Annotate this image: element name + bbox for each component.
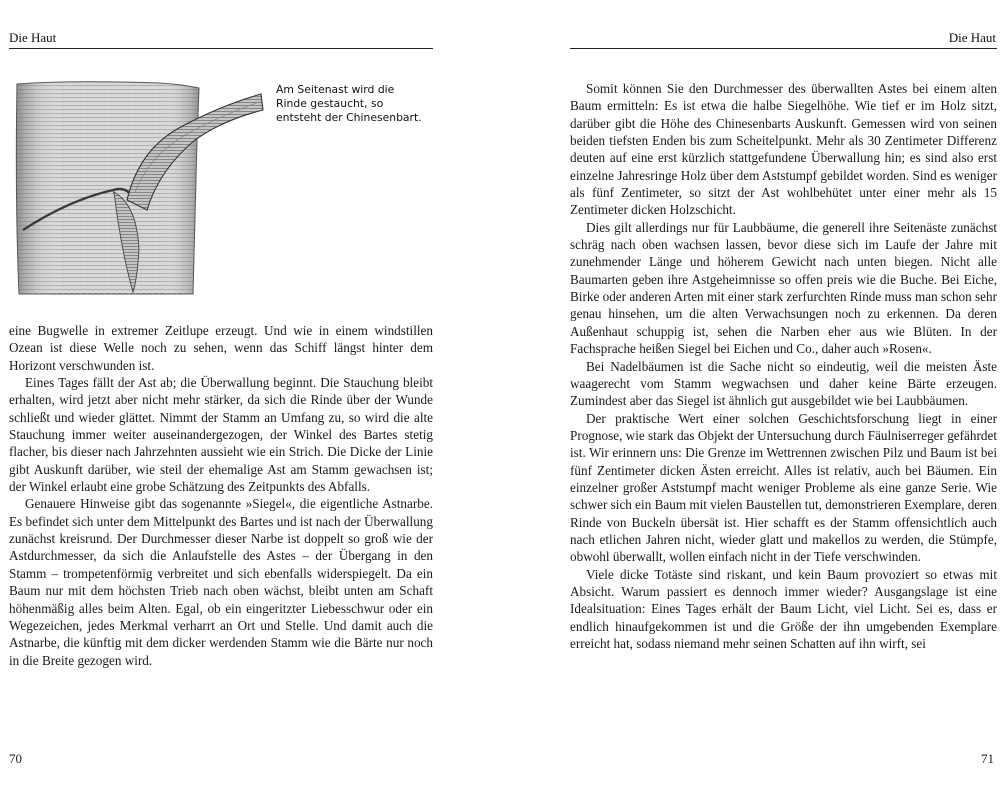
paragraph: Der praktische Wert einer solchen Geschichtsforschung liegt in einer Prognose, wie stark das Objekt der Untersuchung durch Fäulniserreger gefährdet ist. Wir erinnern uns: Die Grenze im Wettrennen zwischen Pilz und Baum ist bei fünf Zentimeter dicken Ästen erreicht. Alles ist relativ, auch bei Bäumen. Ein einzelner großer Aststumpf macht weniger Probleme als eine ganze Serie. Wie schwer sich ein Baum mit vielen Baustellen tut, demonstrieren Exemplare, deren Rinde von Buckeln übersät ist. Hier schafft es der Stamm offensichtlich auch nach etlichen Jahren nicht, wieder glatt und makellos zu werden, die Stümpfe, obwohl überwallt, wollen einfach nicht in der Tiefe verschwinden.	[570, 410, 997, 565]
running-head-right: Die Haut	[948, 30, 996, 45]
figure-caption: Am Seitenast wird die Rinde gestaucht, so entsteht der Chinesenbart.	[276, 83, 422, 124]
paragraph: Viele dicke Totäste sind riskant, und kein Baum provoziert so etwas mit Absicht. Warum passiert es dennoch immer wieder? Ausgangslage ist eine Idealsituation: Eines Tages erhält der Baum Licht, viel Licht. Sei es, dass er endlich hinaufgekommen ist und die Größe der ihn umgebenden Exemplare erreicht hat, sodass niemand mehr seinen Schatten auf ihn wirft, sei	[570, 566, 997, 651]
right-body-text	[570, 80, 997, 652]
header-rule-right	[570, 48, 997, 49]
page-number-left: 70	[9, 751, 22, 766]
header-rule-left	[9, 48, 433, 49]
bark-drawing-icon	[9, 80, 265, 298]
paragraph: Dies gilt allerdings nur für Laubbäume, die generell ihre Seitenäste zunächst schräg nach oben wachsen lassen, bevor diese sich im Laufe der Jahre mit zunehmender Länge und höherem Gewicht nach unten biegen. Nicht alle Baumarten geben ihre Astgeheimnisse so offen preis wie die Buche. Bei Eiche, Birke oder anderen Arten mit einer stark zerfurchten Rinde muss man schon sehr genau hinsehen, um die alten Verwachsungen noch zu erkennen. Da deren Außenhaut schuppig ist, sehen die Narben eher aus wie Blüten. In der Fachsprache heißen Siegel bei Eichen und Co., daher auch »Rosen«.	[570, 219, 997, 357]
running-head-left: Die Haut	[9, 30, 57, 45]
left-body-text	[9, 322, 433, 669]
paragraph: Genauere Hinweise gibt das sogenannte »Siegel«, die eigentliche Astnarbe. Es befindet sich unter dem Mittelpunkt des Bartes und ist nach der Überwallung zunächst kreisrund. Der Durchmesser dieser Narbe ist doppelt so groß wie der Astdurchmesser, da sich die Anlaufstelle des Astes – der Übergang in den Stamm – trompetenförmig verbreitet und sich ebenfalls widerspiegelt. Da ein Baum nur mit dem höchsten Trieb nach oben wächst, bleibt unten am Schaft höhenmäßig alles beim Alten. Egal, ob ein eingeritzter Liebesschwur oder ein Wegezeichen, jedes Merkmal verharrt an Ort und Stelle. Und damit auch die Astnarbe, die künftig mit dem dicker werdenden Stamm wie die Bärte nur noch in die Breite gezogen wird.	[9, 496, 433, 668]
paragraph: Bei Nadelbäumen ist die Sache nicht so eindeutig, weil die meisten Äste waagerecht vom Stamm wegwachsen und daher keine Bärte erzeugen. Zumindest aber das Siegel ist ähnlich gut ausgebildet wie bei Laubbäumen.	[570, 358, 997, 409]
page-number-right: 71	[981, 751, 994, 766]
paragraph: eine Bugwelle in extremer Zeitlupe erzeugt. Und wie in einem windstillen Ozean ist diese Welle noch zu sehen, wenn das Schiff längst hinter dem Horizont verschwunden ist.	[9, 323, 433, 373]
paragraph: Eines Tages fällt der Ast ab; die Überwallung beginnt. Die Stauchung bleibt erhalten, wird jetzt aber nicht mehr stärker, da sich die Rinde über der Wunde schließt und wieder glättet. Nimmt der Stamm an Umfang zu, so wird die alte Stauchung immer weiter auseinandergezogen, der Winkel des Bartes stetig flacher, bis dieser nach Jahrzehnten aussieht wie ein Strich. Die Dicke der Linie gibt Auskunft darüber, wie steil der ehemalige Ast am Stamm gewachsen ist; der Winkel erlaubt eine grobe Schätzung des Zeitpunkts des Abfalls.	[9, 375, 433, 495]
tree-bark-branch-illustration	[9, 80, 265, 298]
paragraph: Somit können Sie den Durchmesser des überwallten Astes bei einem alten Baum ermitteln: Es ist etwa die halbe Siegelhöhe. Wie tief er im Holz sitzt, darüber gibt die Höhe des Chinesenbarts Auskunft. Gemessen wird von seinen beiden tiefsten Enden bis zum Scheitelpunkt. Mehr als 30 Zentimeter Differenz deuten auf eine erst kürzlich stattgefundene Überwallung hin; es sind also erst einzelne Jahresringe Holz über dem Aststumpf gebildet worden. Sind es weniger als fünf Zentimeter, so sitzt der Ast wohlbehütet unter einer mehr als 15 Zentimeter dicken Holzschicht.	[570, 81, 997, 218]
